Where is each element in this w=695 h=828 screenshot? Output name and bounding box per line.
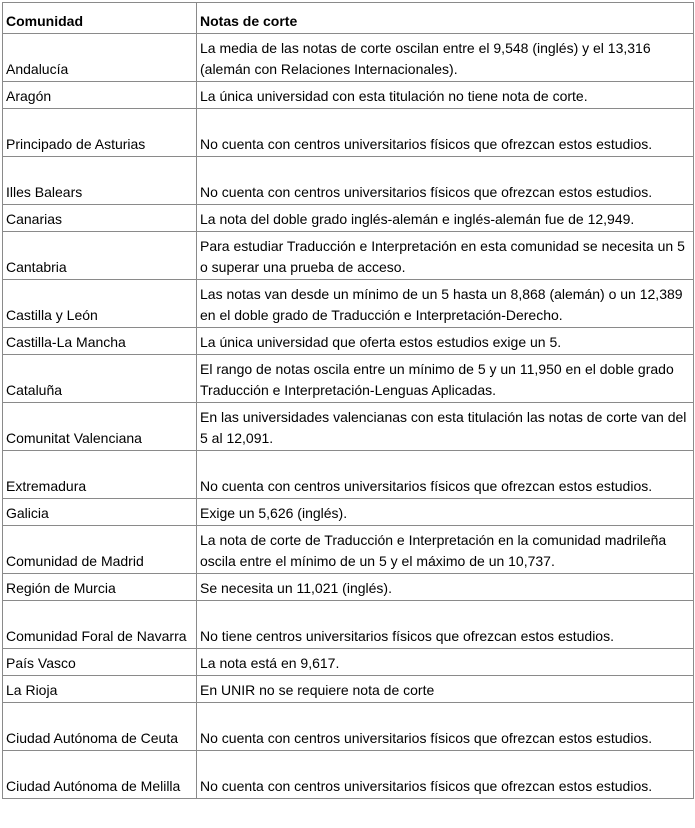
region-cell: Andalucía: [3, 34, 197, 82]
header-comunidad: Comunidad: [3, 3, 197, 34]
table-row: [3, 703, 694, 751]
table-row: [3, 451, 694, 499]
table-row: [3, 232, 694, 280]
region-cell: La Rioja: [3, 676, 197, 703]
notes-cell: No cuenta con centros universitarios físicos que ofrezcan estos estudios.: [197, 703, 694, 751]
region-cell: Cataluña: [3, 355, 197, 403]
notes-cell: No cuenta con centros universitarios físicos que ofrezcan estos estudios.: [197, 109, 694, 157]
notes-cell: La nota de corte de Traducción e Interpretación en la comunidad madrileña oscila entre el mínimo de un 5 y el máximo de un 10,737.: [197, 526, 694, 574]
region-cell: Comunidad de Madrid: [3, 526, 197, 574]
notes-cell: No tiene centros universitarios físicos que ofrezcan estos estudios.: [197, 601, 694, 649]
cutoff-marks-table: [2, 2, 694, 799]
table-row: [3, 355, 694, 403]
table-row: [3, 403, 694, 451]
notes-cell: Las notas van desde un mínimo de un 5 hasta un 8,868 (alemán) o un 12,389 en el doble grado de Traducción e Interpretación-Derecho.: [197, 280, 694, 328]
table-body: [3, 34, 694, 799]
notes-cell: Para estudiar Traducción e Interpretación en esta comunidad se necesita un 5 o superar una prueba de acceso.: [197, 232, 694, 280]
table-row: [3, 280, 694, 328]
table-row: [3, 649, 694, 676]
region-cell: Ciudad Autónoma de Melilla: [3, 751, 197, 799]
table-row: [3, 328, 694, 355]
region-cell: Región de Murcia: [3, 574, 197, 601]
table-row: [3, 109, 694, 157]
notes-cell: No cuenta con centros universitarios físicos que ofrezcan estos estudios.: [197, 751, 694, 799]
table-row: [3, 205, 694, 232]
table-row: [3, 499, 694, 526]
notes-cell: La nota está en 9,617.: [197, 649, 694, 676]
header-notas-de-corte: Notas de corte: [197, 3, 694, 34]
region-cell: Canarias: [3, 205, 197, 232]
notes-cell: En las universidades valencianas con esta titulación las notas de corte van del 5 al 12,091.: [197, 403, 694, 451]
notes-cell: Se necesita un 11,021 (inglés).: [197, 574, 694, 601]
region-cell: País Vasco: [3, 649, 197, 676]
notes-cell: La única universidad que oferta estos estudios exige un 5.: [197, 328, 694, 355]
table-row: [3, 82, 694, 109]
region-cell: Galicia: [3, 499, 197, 526]
region-cell: Comunidad Foral de Navarra: [3, 601, 197, 649]
notes-cell: Exige un 5,626 (inglés).: [197, 499, 694, 526]
table-row: [3, 676, 694, 703]
table-row: [3, 574, 694, 601]
notes-cell: La nota del doble grado inglés-alemán e inglés-alemán fue de 12,949.: [197, 205, 694, 232]
table-row: [3, 751, 694, 799]
region-cell: Cantabria: [3, 232, 197, 280]
table-row: [3, 157, 694, 205]
region-cell: Aragón: [3, 82, 197, 109]
notes-cell: No cuenta con centros universitarios físicos que ofrezcan estos estudios.: [197, 157, 694, 205]
region-cell: Castilla y León: [3, 280, 197, 328]
region-cell: Ciudad Autónoma de Ceuta: [3, 703, 197, 751]
region-cell: Illes Balears: [3, 157, 197, 205]
notes-cell: En UNIR no se requiere nota de corte: [197, 676, 694, 703]
region-cell: Comunitat Valenciana: [3, 403, 197, 451]
table-row: [3, 526, 694, 574]
table-header-row: [3, 3, 694, 34]
notes-cell: El rango de notas oscila entre un mínimo de 5 y un 11,950 en el doble grado Traducción e Interpretación-Lenguas Aplicadas.: [197, 355, 694, 403]
region-cell: Principado de Asturias: [3, 109, 197, 157]
region-cell: Extremadura: [3, 451, 197, 499]
notes-cell: La única universidad con esta titulación no tiene nota de corte.: [197, 82, 694, 109]
notes-cell: No cuenta con centros universitarios físicos que ofrezcan estos estudios.: [197, 451, 694, 499]
region-cell: Castilla-La Mancha: [3, 328, 197, 355]
table-row: [3, 601, 694, 649]
notes-cell: La media de las notas de corte oscilan entre el 9,548 (inglés) y el 13,316 (alemán con Relaciones Internacionales).: [197, 34, 694, 82]
table-row: [3, 34, 694, 82]
